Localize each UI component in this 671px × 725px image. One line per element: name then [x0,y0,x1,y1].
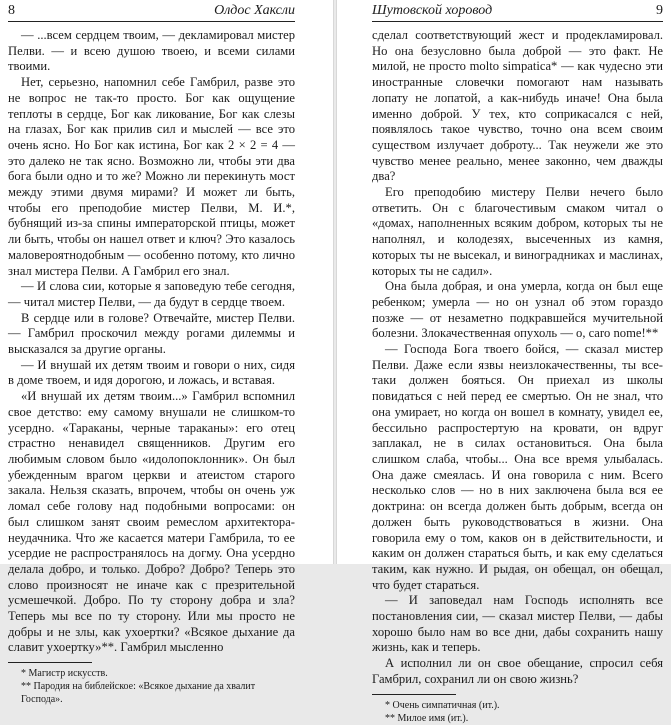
running-head: Олдос Хаксли [214,3,295,18]
left-page [0,0,333,706]
paragraph: Его преподобию мистеру Пелви нечего было ответить. Он с благочестивым смаком читал о «домах, наполненных всяким добром, которых ты не наполнял, и колодезях, высеченных из камня, которых ты не высекал, и виноградниках и маслинах, которых ты не садил». [372,185,663,278]
left-page-header [8,0,295,22]
page-number: 8 [8,3,15,18]
footnote: * Очень симпатичная (ит.). [385,699,500,711]
right-page-header [372,0,663,22]
paragraph: — Господа Бога твоего бойся, — сказал мистер Пелви. Даже если язвы неизлокачественны, ты все-таки должен бояться. Он приехал из школы повидаться с ней перед ее смертью. Он не знал, что она умирает, но когда он вошел в комнату, увидел ее, бессильно распростертую на кровати, он вдруг заплакал, не в силах остановиться. Она была слишком слаба, чтобы... Она все время улыбалась. Она даже смеялась. И она говорила с ним. Всего несколько слов — но в них заключена была вся ее доктрина: он всегда должен быть добрым, всегда он должен быть руководствоваться в жизни. Она говорила ему о том, каков он в действительности, и каким он должен стараться быть, и как ему сделаться таким, как нужно. И рыдая, он обещал, он обещал, что будет стараться. [372,342,663,592]
footnote: * Магистр искусств. [21,668,108,680]
paragraph: А исполнил ли он свое обещание, спросил себя Гамбрил, сохранил ли он свою жизнь? [372,656,663,686]
paragraph: — ...всем сердцем твоим, — декламировал мистер Пелви. — и всею душою твоею, и всеми силами твоими. [8,28,295,74]
page-number: 9 [656,3,663,18]
footnotes [372,699,663,725]
paragraph: сделал соответствующий жест и продекламировал. Но она безусловно была доброй — это факт. Не милой, не просто molto simpatica* — как чудесно эти иностранные словечки помогают нам называть лопату не лопатой, а как-нибудь иначе! Она была именно доброй. У тех, кто соприкасался с ней, появлялось такое чувство, точно она всем своим существом излучает доброту... Так неужели же это чувство менее реально, менее законно, чем дважды два? [372,28,663,184]
paragraph: Нет, серьезно, напомнил себе Гамбрил, разве это не вопрос не так-то просто. Бог как ощущение теплоты в сердце, Бог как ликование, Бог как слезы на глазах, Бог как прилив сил и мыслей — все это очень ясно. Но Бог как истина, Бог как 2 × 2 = 4 — это далеко не так ясно. Возможно ли, чтобы эти два бога были одно и то же? Можно ли перекинуть мост между этими двумя мирами? И может ли быть, чтобы его преподобие мистер Пелви, М. И.*, бубнящий из-за спины императорской птицы, может ли быть, чтобы он нашел ответ и ключ? Это казалось маловероятнодобным — особенно потому, кто лично знал мистера Пелви. А Гамбрил его знал. [8,75,295,278]
footnote-rule [372,694,456,695]
paragraph: В сердце или в голове? Отвечайте, мистер Пелви. — Гамбрил проскочил между рогами дилеммы и высказался за другие органы. [8,310,295,357]
paragraph: — И внушай их детям твоим и говори о них, сидя в доме твоем, и идя дорогою, и ложась, и вставая. [8,357,295,388]
right-page [337,0,671,724]
paragraph: «И внушай их детям твоим...» Гамбрил вспомнил свое детство: ему самому внушали не слишком-то усердно. «Тараканы, черные тараканы»: его отец страстно ненавидел священников. Другим его любимым словом было «идолопоклонник». Он был убежденным врагом церкви и атеистом старого закала. Нельзя сказать, впрочем, чтобы он очень уж ломал себе голову над подобными вопросами: он был слишком занят своим ремеслом архитектора-неудачника. Что же касается матери Гамбрила, то ее усердие не распространялось на догму. Она усердно делала добро, и только. Добро? Добро? Теперь это слово произносят не иначе как с презрительной усмешечкой. Добро. По ту сторону добра и зла? Теперь мы все по ту сторону. Или мы просто не добры и не злы, как ухоертки? «Всякое дыхание да славит ухоертку»**. Гамбрил мысленно [8,389,295,655]
running-head: Шутовской хоровод [372,3,493,18]
right-page-text [372,28,663,688]
paragraph: — И заповедал нам Господь исполнять все постановления сии, — сказал мистер Пелви, — дабы хорошо было нам во все дни, дабы сохранить нашу жизнь, как и теперь. [372,593,663,655]
footnote: ** Милое имя (ит.). [385,712,469,724]
paragraph: — И слова сии, которые я заповедую тебе сегодня, — читал мистер Пелви, — да будут в сердце твоем. [8,279,295,309]
paragraph: Она была добрая, и она умерла, когда он был еще ребенком; умерла — но он узнал об этом гораздо позже — от незаметно подкравшейся мучительной болезни. Злокачественная опухоль — o, caro nome!** [372,279,663,341]
footnote-rule [8,662,92,663]
left-page-text [8,28,295,656]
footnote: ** Пародия на библейское: «Всякое дыхание да хвалит Господа». [21,681,256,706]
footnotes [8,667,295,706]
